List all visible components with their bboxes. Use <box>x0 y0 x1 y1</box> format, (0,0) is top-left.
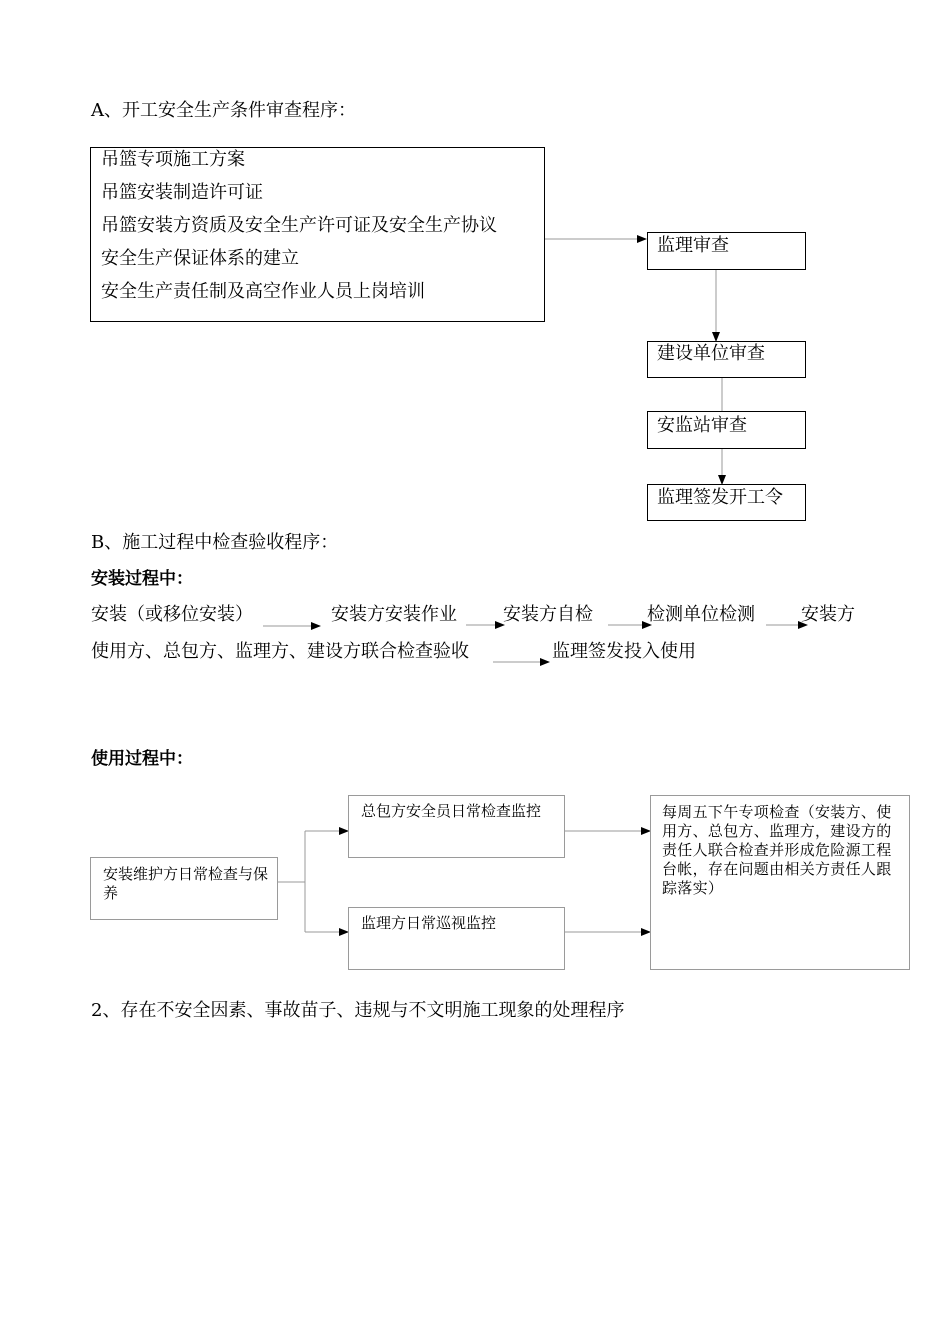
install-step: 安装方安装作业 <box>331 604 457 625</box>
flow-label: 监理签发开工令 <box>657 487 783 508</box>
section-b-heading: B、施工过程中检查验收程序： <box>91 532 339 553</box>
contractor-check-box <box>348 795 565 858</box>
section-a-heading: A、开工安全生产条件审查程序： <box>91 100 356 121</box>
requirement-item: 安全生产责任制及高空作业人员上岗培训 <box>101 281 425 302</box>
flow-box-supervision-review <box>647 232 806 270</box>
install-step: 使用方、总包方、监理方、建设方联合检查验收 <box>91 641 469 662</box>
weekly-inspection-box <box>650 795 910 970</box>
requirements-box <box>90 147 545 322</box>
install-step: 安装方自检 <box>503 604 593 625</box>
install-step: 安装方 <box>801 604 855 625</box>
use-process-title: 使用过程中： <box>91 749 193 769</box>
install-step: 检测单位检测 <box>647 604 755 625</box>
requirement-item: 吊篮安装制造许可证 <box>101 182 263 203</box>
flow-label: 监理审查 <box>657 235 729 256</box>
box-label: 监理方日常巡视监控 <box>361 914 497 932</box>
box-label: 安装维护方日常检查与保养 <box>103 865 269 902</box>
requirement-item: 安全生产保证体系的建立 <box>101 248 299 269</box>
install-process-title: 安装过程中： <box>91 569 193 589</box>
install-step: 监理签发投入使用 <box>552 641 696 662</box>
box-label: 每周五下午专项检查（安装方、使用方、总包方、监理方，建设方的责任人联合检查并形成危险源工程台帐，存在问题由相关方责任人跟踪落实） <box>662 803 892 897</box>
section-2-heading: 2、存在不安全因素、事故苗子、违规与不文明施工现象的处理程序 <box>91 1000 625 1021</box>
flow-box-owner-review <box>647 341 806 378</box>
flow-label: 安监站审查 <box>657 415 747 436</box>
maintain-check-box <box>90 857 278 920</box>
flow-box-start-order <box>647 484 806 521</box>
flow-box-station-review <box>647 411 806 449</box>
box-label: 总包方安全员日常检查监控 <box>361 802 542 820</box>
install-step: 安装（或移位安装） <box>91 604 253 625</box>
requirement-item: 吊篮专项施工方案 <box>101 149 245 170</box>
flow-label: 建设单位审查 <box>657 343 765 364</box>
requirement-item: 吊篮安装方资质及安全生产许可证及安全生产协议 <box>101 215 497 236</box>
supervisor-patrol-box <box>348 907 565 970</box>
